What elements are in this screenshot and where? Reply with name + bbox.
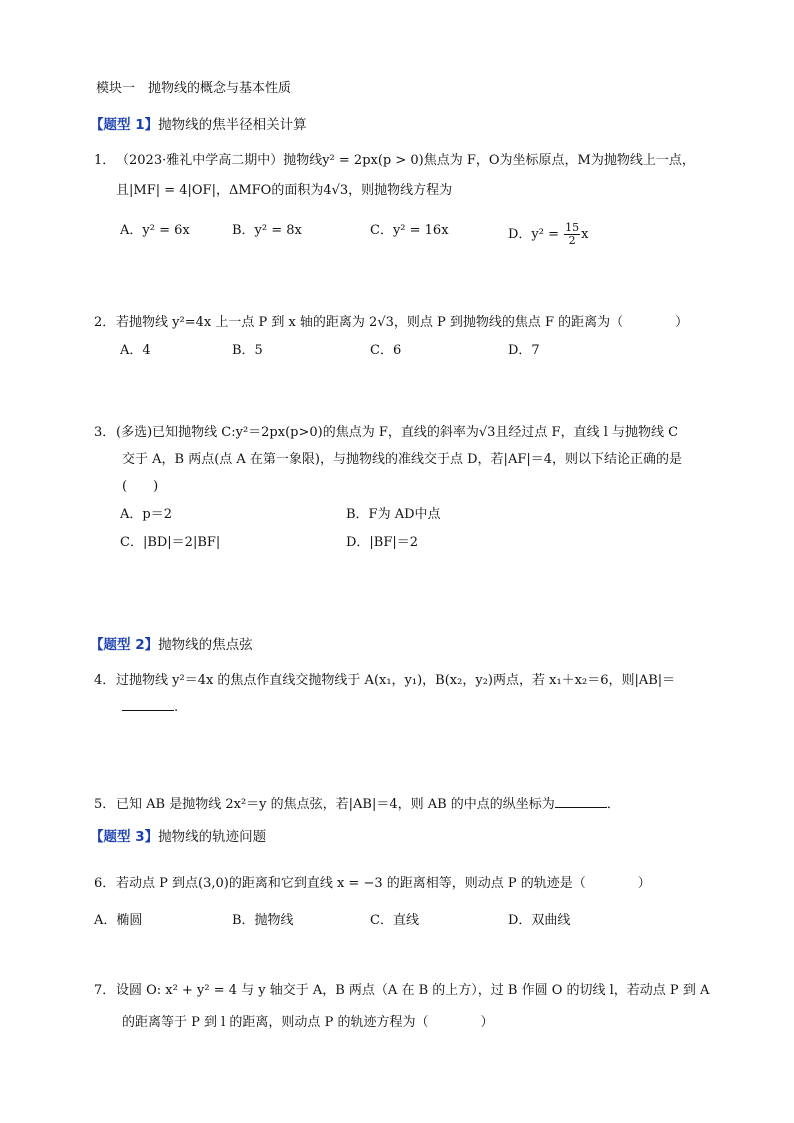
question-3-text-1: (多选)已知抛物线 C:y²＝2px(p>0)的焦点为 F，直线的斜率为√3且经过点 F，直线 l 与抛物线 C [116,425,679,440]
section-title-1: 抛物线的焦半径相关计算 [158,117,307,133]
question-7-line-1 [94,982,709,1000]
q1-option-a: A．y² = 6x [120,223,190,238]
question-6-number: 6． [94,876,116,891]
question-4-number: 4． [94,673,116,688]
question-1-text-1: （2023·雅礼中学高二期中）抛物线y² = 2px(p > 0)焦点为 F，O为坐标原点，M为抛物线上一点， [116,153,695,168]
question-3-line-1 [94,424,678,442]
fraction-denominator: 2 [568,234,576,247]
question-6-text: 若动点 P 到点(3,0)的距离和它到直线 x = −3 的距离相等，则动点 P 的轨迹是（ ） [116,876,651,891]
q6-option-b: B．抛物线 [232,913,294,928]
question-4-end: . [174,700,179,715]
q1-option-d-tail: x [581,227,589,242]
question-3-text-2: 交于 A，B 两点(点 A 在第一象限)，与抛物线的准线交于点 D，若|AF|＝4，则以下结论正确的是 [122,452,682,467]
question-1-line-1 [94,152,695,170]
section-heading-2 [90,636,253,654]
question-4-line-1 [94,672,675,690]
question-5-end: ． [606,797,620,812]
q1-option-d-fraction [564,222,580,247]
q3-option-c: C．|BD|＝2|BF| [120,535,221,550]
q6-option-d: D．双曲线 [508,913,571,928]
question-4-text-1: 过抛物线 y²＝4x 的焦点作直线交抛物线于 A(x₁，y₁)，B(x₂，y₂)两点，若 x₁＋x₂＝6，则|AB|＝ [116,673,676,688]
section-tag-3: 【题型 3】 [90,829,159,845]
answer-blank [122,698,174,711]
question-1-number: 1． [94,153,116,168]
answer-blank [555,795,607,808]
section-title-2: 抛物线的焦点弦 [158,637,253,653]
q3-option-d: D．|BF|＝2 [346,535,419,550]
question-3-text-3: ( ) [122,479,159,494]
question-4-line-2 [122,698,178,717]
q2-option-c: C．6 [370,343,402,358]
fraction-numerator: 15 [565,221,580,234]
section-heading-3 [90,828,266,846]
q2-option-a: A．4 [120,343,151,358]
section-tag-1: 【题型 1】 [90,117,159,133]
q3-option-a: A．p＝2 [120,507,172,522]
question-3-number: 3． [94,425,116,440]
q1-option-d [508,222,588,247]
question-5-text: 已知 AB 是抛物线 2x²＝y 的焦点弦，若|AB|＝4，则 AB 的中点的纵坐标为 [116,797,555,812]
question-6 [94,875,651,893]
q6-option-c: C．直线 [370,913,419,928]
q1-option-c: C．y² = 16x [370,223,449,238]
q1-option-d-label: D．y² = [508,227,564,242]
question-7-text-1: 设圆 O: x² + y² = 4 与 y 轴交于 A，B 两点（A 在 B 的上方），过 B 作圆 O 的切线 l，若动点 P 到 A [116,983,710,998]
q2-option-b: B．5 [232,343,263,358]
module-title: 模块一 抛物线的概念与基本性质 [96,81,292,96]
q6-option-a: A．椭圆 [94,913,143,928]
question-2 [94,314,688,332]
section-heading-1 [90,116,307,134]
question-7-text-2: 的距离等于 P 到 l 的距离，则动点 P 的轨迹方程为（ ） [122,1015,494,1030]
question-2-number: 2． [94,315,116,330]
q1-option-b: B．y² = 8x [232,223,302,238]
question-2-text: 若抛物线 y²=4x 上一点 P 到 x 轴的距离为 2√3，则点 P 到抛物线的焦点 F 的距离为（ ） [116,315,689,330]
section-tag-2: 【题型 2】 [90,637,159,653]
q3-option-b: B．F为 AD中点 [346,507,441,522]
question-7-number: 7． [94,983,116,998]
question-1-text-2: 且|MF| = 4|OF|，ΔMFO的面积为4√3，则抛物线方程为 [116,183,453,198]
section-title-3: 抛物线的轨迹问题 [158,829,267,845]
question-5 [94,795,620,814]
q2-option-d: D．7 [508,343,540,358]
question-5-number: 5． [94,797,116,812]
